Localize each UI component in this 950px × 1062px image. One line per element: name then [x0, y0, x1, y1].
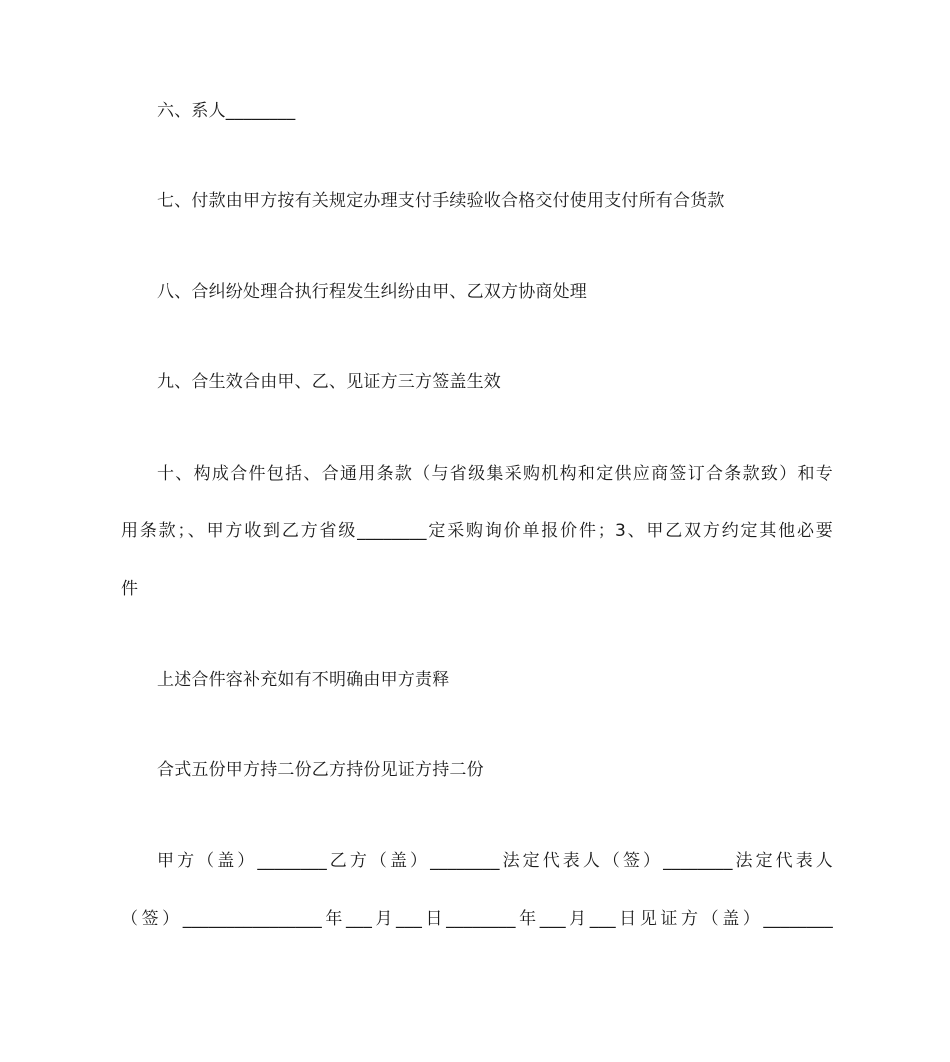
- clause-8-dispute: 八、合纠纷处理合执行程发生纠纷由甲、乙双方协商处理: [157, 282, 587, 302]
- clause-6-contact: 六、系人________: [157, 101, 296, 121]
- signature-line-1: 甲方（盖）________乙方（盖）________法定代表人（签）________法定代表人: [157, 851, 833, 871]
- clause-9-effectiveness: 九、合生效合由甲、乙、见证方三方签盖生效: [157, 372, 501, 392]
- clause-7-payment: 七、付款由甲方按有关规定办理支付手续验收合格交付使用支付所有合货款: [157, 191, 725, 211]
- clause-10-line-1: 十、构成合件包括、合通用条款（与省级集采购机构和定供应商签订合条款致）和专: [157, 464, 833, 484]
- supplement-note: 上述合件容补充如有不明确由甲方责释: [157, 670, 450, 690]
- copies-note: 合式五份甲方持二份乙方持份见证方持二份: [157, 760, 484, 780]
- clause-10-line-2: 用条款；、甲方收到乙方省级________定采购询价单报价件；3、甲乙双方约定其他必要: [121, 521, 833, 541]
- signature-line-2: （签）________________年___月___日________年___月___日见证方（盖）________: [121, 909, 833, 929]
- clause-10-line-3: 件: [121, 579, 139, 599]
